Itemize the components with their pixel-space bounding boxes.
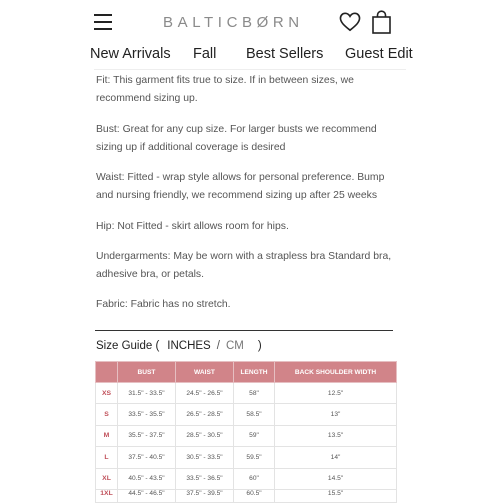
bust-cell: 33.5" - 35.5" — [118, 404, 176, 425]
shopping-bag-icon[interactable] — [372, 10, 391, 34]
size-table — [95, 361, 397, 503]
header-waist: WAIST — [176, 362, 234, 383]
shoulder-cell: 14.5" — [275, 468, 397, 489]
length-cell: 60" — [234, 468, 275, 489]
nav-best-sellers[interactable]: Best Sellers — [246, 46, 324, 62]
table-row — [96, 404, 397, 425]
waist-cell: 26.5" - 28.5" — [176, 404, 234, 425]
header-bust: BUST — [118, 362, 176, 383]
table-row — [96, 468, 397, 489]
bust-cell: 37.5" - 40.5" — [118, 447, 176, 468]
undergarments-text: Undergarments: May be worn with a strapless bra Standard bra, adhesive bra, or petals. — [96, 251, 392, 280]
size-label: 1XL — [96, 489, 118, 502]
unit-inches-toggle[interactable]: INCHES — [167, 340, 211, 352]
waist-cell: 37.5" - 39.5" — [176, 489, 234, 502]
bust-text: Bust: Great for any cup size. For larger busts we recommend sizing up if additional coverage is desired — [96, 124, 377, 153]
site-logo[interactable]: BALTICBØRN — [163, 14, 304, 31]
size-label: L — [96, 447, 118, 468]
heart-icon[interactable] — [339, 12, 361, 32]
waist-cell: 24.5" - 26.5" — [176, 383, 234, 404]
header-size — [96, 362, 118, 383]
fit-text: Fit: This garment fits true to size. If in between sizes, we recommend sizing up. — [96, 75, 354, 104]
size-guide-close-paren: ) — [257, 340, 262, 352]
size-guide-heading — [96, 340, 262, 356]
header-length: LENGTH — [234, 362, 275, 383]
waist-cell: 33.5" - 36.5" — [176, 468, 234, 489]
size-label: XS — [96, 383, 118, 404]
bust-cell: 31.5" - 33.5" — [118, 383, 176, 404]
size-label: XL — [96, 468, 118, 489]
length-cell: 59.5" — [234, 447, 275, 468]
length-cell: 59" — [234, 425, 275, 446]
waist-cell: 28.5" - 30.5" — [176, 425, 234, 446]
size-label: M — [96, 425, 118, 446]
waist-text: Waist: Fitted - wrap style allows for personal preference. Bump and nursing friendly, we recommend sizing up after 25 weeks — [96, 172, 385, 201]
waist-cell: 30.5" - 33.5" — [176, 447, 234, 468]
main-nav — [0, 46, 500, 68]
shoulder-cell: 14" — [275, 447, 397, 468]
nav-new-arrivals[interactable]: New Arrivals — [90, 46, 171, 62]
table-row — [96, 447, 397, 468]
table-row — [96, 489, 397, 502]
nav-fall[interactable]: Fall — [193, 46, 217, 62]
bust-cell: 35.5" - 37.5" — [118, 425, 176, 446]
shoulder-cell: 15.5" — [275, 489, 397, 502]
unit-cm-toggle[interactable]: CM — [225, 340, 244, 352]
bust-cell: 40.5" - 43.5" — [118, 468, 176, 489]
shoulder-cell: 13.5" — [275, 425, 397, 446]
length-cell: 58" — [234, 383, 275, 404]
bust-cell: 44.5" - 46.5" — [118, 489, 176, 502]
size-guide-label: Size Guide ( — [96, 340, 160, 352]
length-cell: 58.5" — [234, 404, 275, 425]
menu-icon[interactable] — [94, 14, 112, 30]
section-divider — [95, 330, 393, 331]
table-row — [96, 383, 397, 404]
size-table-header — [96, 362, 397, 383]
shoulder-cell: 13" — [275, 404, 397, 425]
size-label: S — [96, 404, 118, 425]
header-back-shoulder-width: BACK SHOULDER WIDTH — [275, 362, 397, 383]
nav-divider — [94, 69, 406, 70]
table-row — [96, 425, 397, 446]
site-header — [0, 0, 500, 44]
shoulder-cell: 12.5" — [275, 383, 397, 404]
fabric-text: Fabric: Fabric has no stretch. — [96, 299, 231, 310]
hip-text: Hip: Not Fitted - skirt allows room for hips. — [96, 221, 289, 232]
nav-guest-edit[interactable]: Guest Edit — [345, 46, 413, 62]
length-cell: 60.5" — [234, 489, 275, 502]
unit-separator: / — [216, 340, 220, 352]
